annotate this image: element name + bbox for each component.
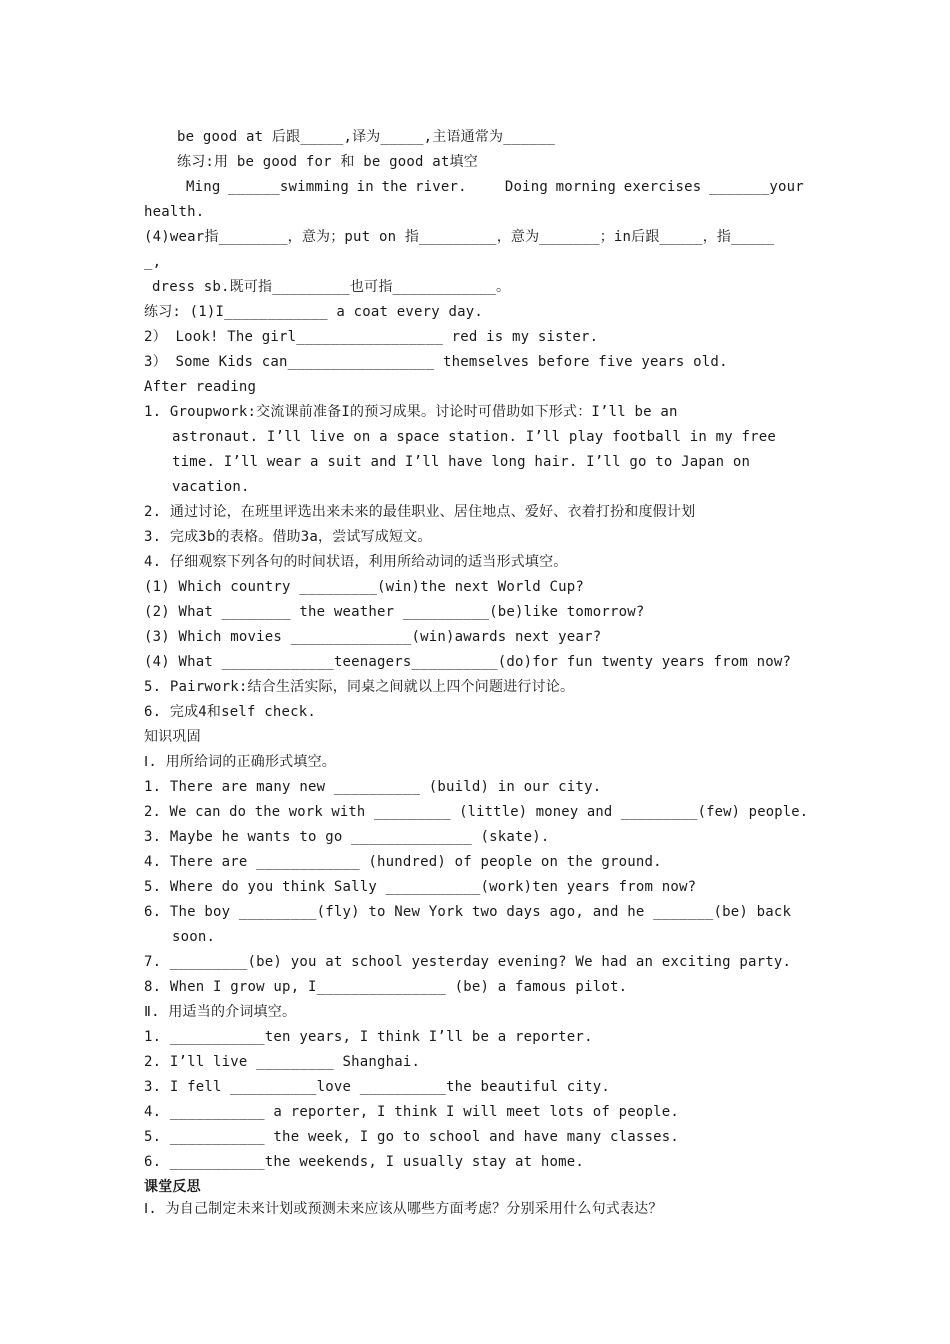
exercise-item-3: (3) Which movies ______________(win)awards next year? bbox=[144, 629, 602, 645]
text-line-groupwork-cont-3: vacation. bbox=[172, 479, 250, 495]
text-line-health: health. bbox=[144, 204, 205, 220]
fill-item-5: 5. Where do you think Sally ___________(work)ten years from now? bbox=[144, 879, 697, 895]
text-line-dress-sb: dress sb.既可指_________也可指____________。 bbox=[152, 279, 511, 295]
section-heading-consolidation: 知识巩固 bbox=[144, 729, 201, 745]
text-line-groupwork: 1. Groupwork:交流课前准备I的预习成果。讨论时可借助如下形式：I’ll be an bbox=[144, 404, 678, 420]
section-heading-part-2: Ⅱ. 用适当的介词填空。 bbox=[144, 1004, 297, 1020]
prep-item-5: 5. ___________ the week, I go to school and have many classes. bbox=[144, 1129, 679, 1145]
text-line-continuation: _, bbox=[144, 254, 162, 270]
fill-item-7: 7. _________(be) you at school yesterday evening? We had an exciting party. bbox=[144, 954, 792, 970]
text-line-groupwork-cont-2: time. I’ll wear a suit and I’ll have long hair. I’ll go to Japan on bbox=[172, 454, 751, 470]
prep-item-2: 2. I’ll live _________ Shanghai. bbox=[144, 1054, 421, 1070]
prep-item-4: 4. ___________ a reporter, I think I will meet lots of people. bbox=[144, 1104, 679, 1120]
prep-item-3: 3. I fell __________love __________the beautiful city. bbox=[144, 1079, 610, 1095]
fill-item-1: 1. There are many new __________ (build) in our city. bbox=[144, 779, 602, 795]
text-line-practice-2: 2） Look! The girl_________________ red is my sister. bbox=[144, 329, 599, 345]
fill-item-2: 2. We can do the work with _________ (little) money and _________(few) people. bbox=[144, 804, 809, 820]
exercise-item-1: (1) Which country _________(win)the next World Cup? bbox=[144, 579, 585, 595]
prep-item-6: 6. ___________the weekends, I usually stay at home. bbox=[144, 1154, 585, 1170]
fill-item-8: 8. When I grow up, I_______________ (be) a famous pilot. bbox=[144, 979, 628, 995]
prep-item-1: 1. ___________ten years, I think I’ll be a reporter. bbox=[144, 1029, 593, 1045]
fill-item-6-cont: soon. bbox=[172, 929, 216, 945]
text-line-pairwork: 5. Pairwork:结合生活实际，同桌之间就以上四个问题进行讨论。 bbox=[144, 679, 575, 695]
text-line-wear-put-on: (4)wear指________，意为；put on 指_________，意为_______；in后跟_____，指_____ bbox=[144, 229, 775, 245]
text-line-complete-3b: 3. 完成3b的表格。借助3a，尝试写成短文。 bbox=[144, 529, 432, 545]
text-line-be-good-at: be good at 后跟_____,译为_____,主语通常为______ bbox=[177, 129, 556, 145]
text-line-discussion: 2. 通过讨论，在班里评选出来未来的最佳职业、居住地点、爱好、衣着打扮和度假计划 bbox=[144, 504, 696, 520]
text-line-observe-time: 4. 仔细观察下列各句的时间状语，利用所给动词的适当形式填空。 bbox=[144, 554, 568, 570]
text-line-self-check: 6. 完成4和self check. bbox=[144, 704, 317, 720]
section-heading-part-1: Ⅰ. 用所给词的正确形式填空。 bbox=[144, 754, 336, 770]
text-line-groupwork-cont-1: astronaut. I’ll live on a space station. I’ll play football in my free bbox=[172, 429, 777, 445]
section-heading-after-reading: After reading bbox=[144, 379, 257, 395]
text-line-ming-swimming: Ming ______swimming in the river. Doing morning exercises _______your bbox=[186, 179, 804, 195]
text-line-practice-3: 3） Some Kids can_________________ themselves before five years old. bbox=[144, 354, 728, 370]
text-line-practice-good-for-at: 练习:用 be good for 和 be good at填空 bbox=[177, 154, 478, 170]
exercise-item-4: (4) What _____________teenagers__________(do)for fun twenty years from now? bbox=[144, 654, 792, 670]
fill-item-6: 6. The boy _________(fly) to New York two days ago, and he _______(be) back bbox=[144, 904, 792, 920]
fill-item-4: 4. There are ____________ (hundred) of people on the ground. bbox=[144, 854, 662, 870]
reflection-question: Ⅰ. 为自己制定未来计划或预测未来应该从哪些方面考虑？分别采用什么句式表达？ bbox=[144, 1201, 663, 1217]
text-line-practice-1: 练习: (1)I____________ a coat every day. bbox=[144, 304, 484, 320]
fill-item-3: 3. Maybe he wants to go ______________ (skate). bbox=[144, 829, 550, 845]
section-heading-reflection: 课堂反思 bbox=[144, 1179, 201, 1195]
exercise-item-2: (2) What ________ the weather __________(be)like tomorrow? bbox=[144, 604, 645, 620]
